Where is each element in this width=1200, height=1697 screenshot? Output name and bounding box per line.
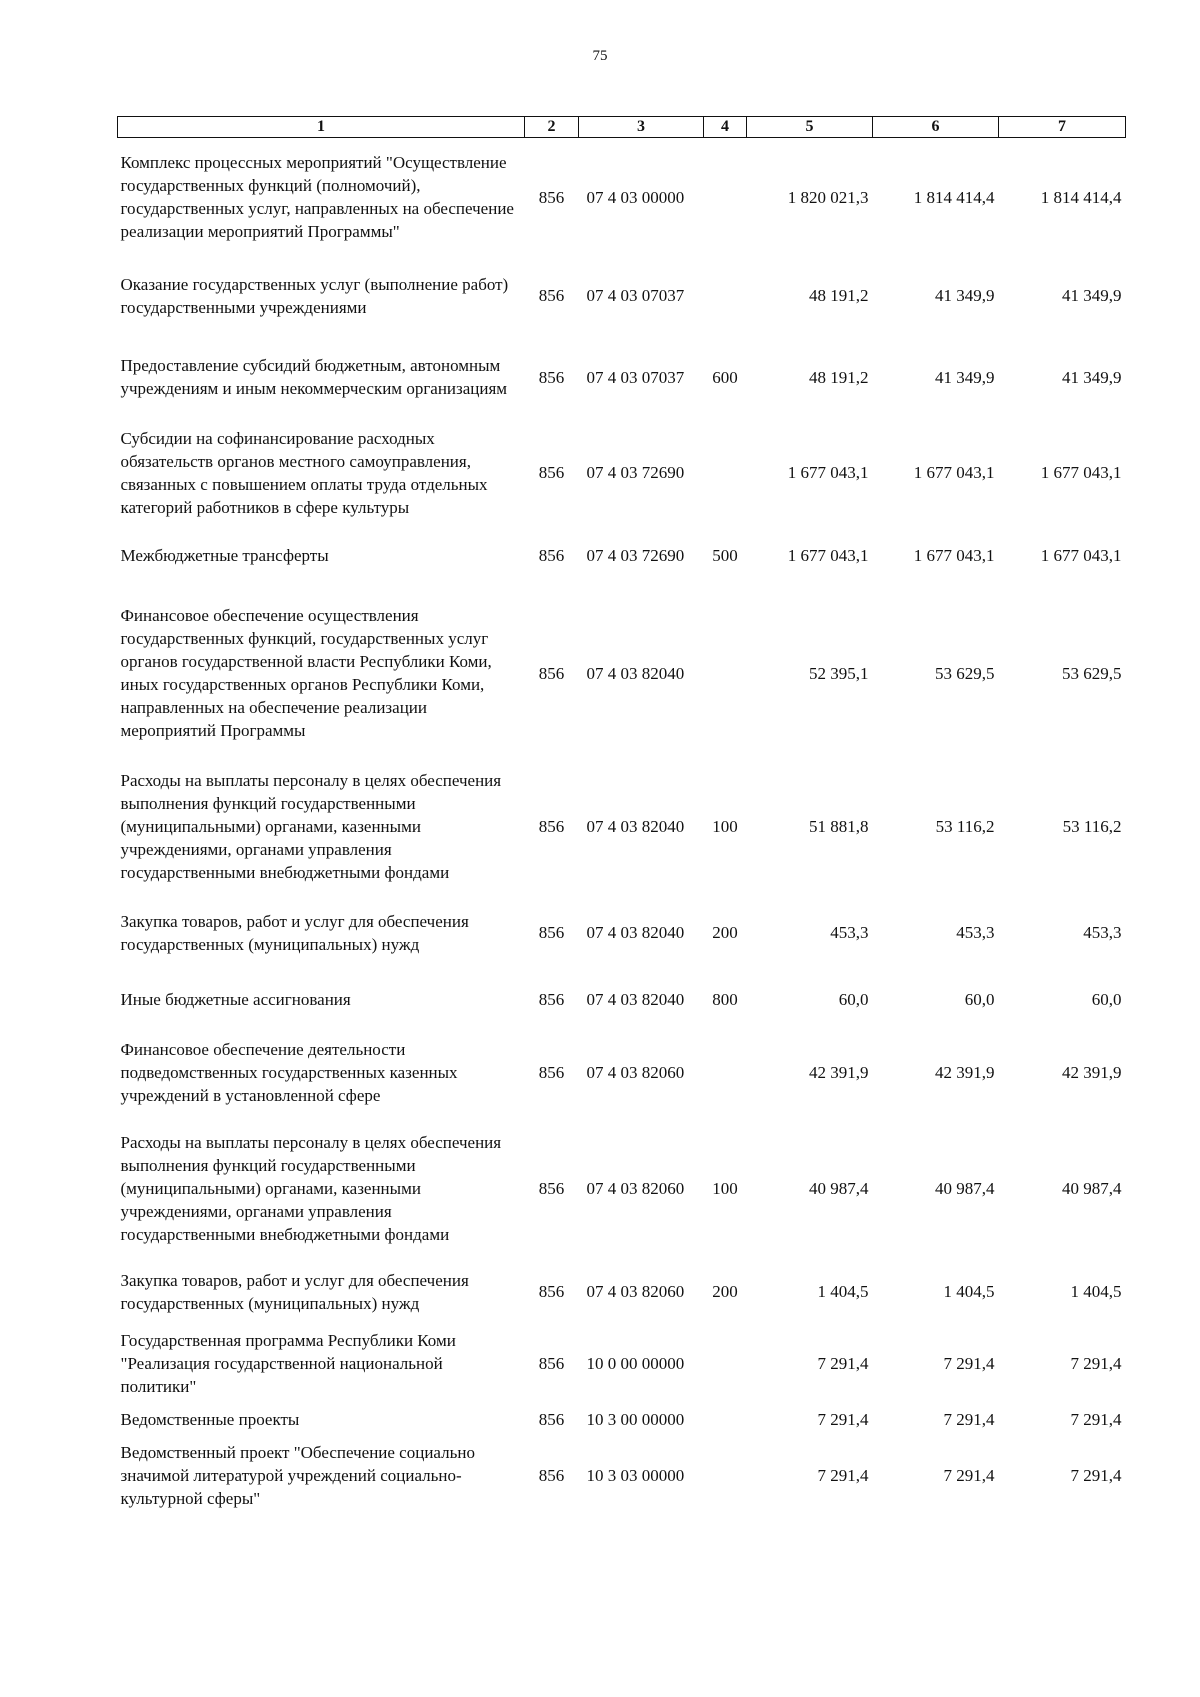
row-value-6: 1 677 043,1	[913, 546, 995, 565]
row-value-6: 7 291,4	[943, 1409, 995, 1429]
row-value-7: 1 814 414,4	[1040, 187, 1122, 207]
row-csr-code: 07 4 03 00000	[586, 187, 685, 207]
row-csr-code: 07 4 03 82040	[586, 663, 685, 683]
row-gr-code: 856	[538, 1063, 565, 1082]
header-col-4: 4	[704, 117, 747, 138]
row-value-7: 7 291,4	[1070, 1466, 1122, 1485]
row-vr-code	[704, 1401, 747, 1438]
row-gr-code: 856	[538, 463, 565, 482]
table-row	[118, 1120, 1126, 1257]
row-name: Государственная программа Республики Коми "Реализация государственной национальной политики"	[120, 1331, 456, 1396]
table-row	[118, 335, 1126, 420]
page-number: 75	[592, 48, 608, 64]
row-value-6: 60,0	[964, 989, 995, 1009]
row-value-5: 51 881,8	[809, 817, 869, 836]
table-row	[118, 893, 1126, 973]
table-row	[118, 138, 1126, 257]
row-value-5: 60,0	[838, 989, 869, 1009]
table-row	[118, 761, 1126, 893]
row-value-7: 1 404,5	[1070, 1282, 1122, 1301]
row-vr-code: 200	[712, 923, 738, 942]
row-value-5: 48 191,2	[809, 286, 869, 305]
row-vr-code: 100	[712, 817, 738, 836]
row-gr-code: 856	[538, 546, 565, 565]
row-value-5: 42 391,9	[809, 1063, 869, 1082]
row-value-6: 1 677 043,1	[913, 463, 995, 482]
row-value-5: 453,3	[830, 923, 869, 942]
row-value-5: 7 291,4	[817, 1466, 869, 1485]
row-value-7: 7 291,4	[1070, 1409, 1122, 1429]
row-gr-code: 856	[538, 286, 565, 305]
row-name: Предоставление субсидий бюджетным, автономным учреждениям и иным некоммерческим организациям	[120, 356, 508, 398]
row-csr-code: 10 0 00 00000	[586, 1354, 685, 1373]
row-name: Оказание государственных услуг (выполнение работ) государственными учреждениями	[120, 274, 509, 317]
table-header-row	[118, 117, 1126, 138]
row-value-5: 7 291,4	[817, 1409, 869, 1429]
header-col-1: 1	[118, 117, 525, 138]
row-value-7: 40 987,4	[1062, 1178, 1122, 1198]
table-row	[118, 1327, 1126, 1401]
row-value-6: 40 987,4	[935, 1178, 995, 1198]
row-gr-code: 856	[538, 1178, 565, 1198]
row-csr-code: 10 3 03 00000	[586, 1466, 685, 1485]
row-value-5: 52 395,1	[809, 663, 869, 683]
row-gr-code: 856	[538, 989, 565, 1009]
row-value-7: 41 349,9	[1062, 286, 1122, 305]
row-vr-code	[704, 257, 747, 335]
header-col-2: 2	[525, 117, 579, 138]
header-col-6: 6	[873, 117, 999, 138]
row-value-7: 53 116,2	[1062, 817, 1122, 836]
row-csr-code: 07 4 03 07037	[586, 286, 685, 305]
row-name: Межбюджетные трансферты	[120, 546, 329, 565]
row-vr-code	[704, 586, 747, 761]
row-value-6: 41 349,9	[935, 286, 995, 305]
table-row	[118, 973, 1126, 1026]
table-row	[118, 420, 1126, 526]
row-gr-code: 856	[538, 367, 565, 387]
row-value-7: 53 629,5	[1062, 663, 1122, 683]
row-vr-code	[704, 138, 747, 257]
table-row	[118, 1401, 1126, 1438]
row-value-7: 453,3	[1083, 923, 1122, 942]
row-vr-code: 500	[712, 546, 738, 565]
row-vr-code	[704, 1438, 747, 1514]
table-row	[118, 257, 1126, 335]
row-gr-code: 856	[538, 1354, 565, 1373]
row-value-5: 1 677 043,1	[787, 546, 869, 565]
header-col-7: 7	[999, 117, 1126, 138]
row-vr-code: 600	[712, 367, 738, 387]
row-vr-code: 800	[712, 989, 738, 1009]
row-csr-code: 07 4 03 07037	[586, 367, 685, 387]
row-value-7: 1 677 043,1	[1040, 546, 1122, 565]
row-csr-code: 07 4 03 82060	[586, 1063, 685, 1082]
row-name: Ведомственные проекты	[120, 1409, 300, 1429]
row-name: Расходы на выплаты персоналу в целях обеспечения выполнения функций государственными (муниципальными) органами, казенными учреждениями, органами управления государственными внебюджетными фондами	[120, 1132, 502, 1244]
row-vr-code	[704, 420, 747, 526]
row-csr-code: 07 4 03 82060	[586, 1178, 685, 1198]
row-gr-code: 856	[538, 187, 565, 207]
row-vr-code	[704, 1026, 747, 1120]
header-col-5: 5	[747, 117, 873, 138]
row-value-6: 1 404,5	[943, 1282, 995, 1301]
row-csr-code: 07 4 03 82040	[586, 817, 685, 836]
row-csr-code: 07 4 03 82040	[586, 923, 685, 942]
row-name: Комплекс процессных мероприятий "Осуществление государственных функций (полномочий), государственных услуг, направленных на обеспечение реализации мероприятий Программы"	[120, 153, 514, 242]
header-col-3: 3	[579, 117, 704, 138]
row-value-7: 1 677 043,1	[1040, 463, 1122, 482]
row-gr-code: 856	[538, 1282, 565, 1301]
budget-table	[117, 116, 1126, 1514]
row-value-6: 7 291,4	[943, 1466, 995, 1485]
table-row	[118, 1438, 1126, 1514]
row-name: Закупка товаров, работ и услуг для обеспечения государственных (муниципальных) нужд	[120, 911, 469, 954]
row-value-6: 41 349,9	[935, 367, 995, 387]
row-value-6: 7 291,4	[943, 1354, 995, 1373]
row-gr-code: 856	[538, 817, 565, 836]
row-value-5: 1 820 021,3	[787, 187, 869, 207]
row-value-6: 53 629,5	[935, 663, 995, 683]
row-value-6: 42 391,9	[935, 1063, 995, 1082]
row-name: Финансовое обеспечение осуществления государственных функций, государственных услуг органов государственной власти Республики Коми, иных государственных органов Республики Коми, направленных на обеспечение реализации мероприятий Программы	[120, 606, 492, 740]
row-name: Ведомственный проект "Обеспечение социально значимой литературой учреждений социально-культурной сферы"	[120, 1443, 475, 1508]
row-vr-code: 100	[712, 1178, 738, 1198]
row-csr-code: 07 4 03 72690	[586, 463, 685, 482]
table-row	[118, 586, 1126, 761]
row-gr-code: 856	[538, 1409, 565, 1429]
row-name: Расходы на выплаты персоналу в целях обеспечения выполнения функций государственными (муниципальными) органами, казенными учреждениями, органами управления государственными внебюджетными фондами	[120, 771, 502, 882]
row-value-7: 41 349,9	[1062, 367, 1122, 387]
row-csr-code: 07 4 03 82060	[586, 1282, 685, 1301]
row-value-6: 453,3	[956, 923, 995, 942]
row-vr-code	[704, 1327, 747, 1401]
row-value-6: 1 814 414,4	[913, 187, 995, 207]
row-gr-code: 856	[538, 923, 565, 942]
row-value-6: 53 116,2	[935, 817, 995, 836]
row-csr-code: 07 4 03 72690	[586, 546, 685, 565]
row-value-5: 40 987,4	[809, 1178, 869, 1198]
row-name: Иные бюджетные ассигнования	[120, 989, 351, 1009]
table-row	[118, 1257, 1126, 1327]
row-csr-code: 10 3 00 00000	[586, 1409, 685, 1429]
row-name: Субсидии на софинансирование расходных обязательств органов местного самоуправления, связанных с повышением оплаты труда отдельных категорий работников в сфере культуры	[120, 428, 488, 517]
row-value-5: 1 404,5	[817, 1282, 869, 1301]
row-gr-code: 856	[538, 663, 565, 683]
row-value-5: 48 191,2	[809, 367, 869, 387]
row-value-7: 7 291,4	[1070, 1354, 1122, 1373]
row-value-5: 1 677 043,1	[787, 463, 869, 482]
table-row	[118, 526, 1126, 586]
table-row	[118, 1026, 1126, 1120]
row-name: Закупка товаров, работ и услуг для обеспечения государственных (муниципальных) нужд	[120, 1270, 469, 1313]
row-csr-code: 07 4 03 82040	[586, 989, 685, 1009]
row-name: Финансовое обеспечение деятельности подведомственных государственных казенных учреждений в установленной сфере	[120, 1040, 458, 1105]
row-value-7: 60,0	[1091, 989, 1122, 1009]
row-value-7: 42 391,9	[1062, 1063, 1122, 1082]
row-value-5: 7 291,4	[817, 1354, 869, 1373]
row-gr-code: 856	[538, 1466, 565, 1485]
row-vr-code: 200	[712, 1282, 738, 1301]
